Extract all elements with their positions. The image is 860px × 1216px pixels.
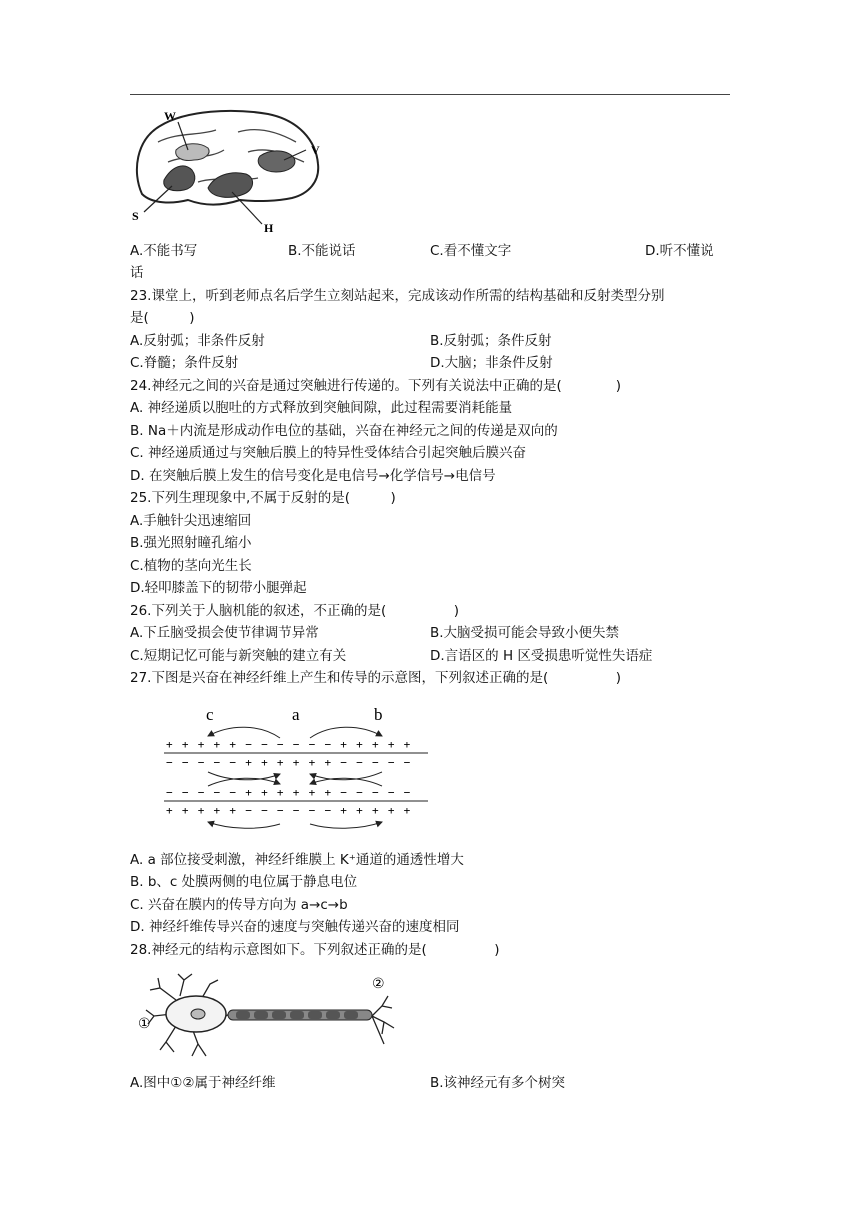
q27-option-d: D. 神经纤维传导兴奋的速度与突触传递兴奋的速度相同 — [130, 919, 460, 935]
q26-option-c: C.短期记忆可能与新突触的建立有关 — [130, 648, 347, 664]
q23-stem-line1: 23.课堂上，听到老师点名后学生立刻站起来，完成该动作所需的结构基础和反射类型分别 — [130, 288, 665, 304]
q24-option-a: A. 神经递质以胞吐的方式释放到突触间隙，此过程需要消耗能量 — [130, 400, 513, 416]
q25-stem: 25.下列生理现象中,不属于反射的是( ) — [130, 490, 396, 506]
q22-option-b: B.不能说话 — [288, 243, 356, 259]
label-v: V — [311, 143, 320, 157]
q26-option-a: A.下丘脑受损会使节律调节异常 — [130, 625, 319, 641]
q27-stem: 27.下图是兴奋在神经纤维上产生和传导的示意图，下列叙述正确的是( ) — [130, 670, 622, 686]
membrane-row-4: + + + + + − − − − − − + + + + + — [166, 804, 412, 817]
membrane-row-3: − − − − − + + + + + + − − − − − — [166, 786, 412, 799]
q25-option-d: D.轻叩膝盖下的韧带小腿弹起 — [130, 580, 307, 596]
neuron-figure — [136, 970, 406, 1065]
q27-option-c: C. 兴奋在膜内的传导方向为 a→c→b — [130, 897, 348, 913]
membrane-row-2: − − − − − + + + + + + − − − − − — [166, 756, 412, 769]
q28-option-a: A.图中①②属于神经纤维 — [130, 1075, 276, 1091]
q23-option-d: D.大脑；非条件反射 — [430, 355, 553, 371]
nerve-fiber-figure — [160, 700, 435, 832]
fig-label-a: a — [292, 705, 300, 724]
q23-option-c: C.脊髓；条件反射 — [130, 355, 239, 371]
neuron-label-1: ① — [138, 1016, 151, 1032]
q25-option-b: B.强光照射瞳孔缩小 — [130, 535, 252, 551]
label-w: W — [164, 109, 176, 123]
q26-option-d: D.言语区的 H 区受损患听觉性失语症 — [430, 648, 653, 664]
q22-option-d: D.听不懂说 — [645, 243, 714, 259]
label-s: S — [132, 209, 139, 223]
q22-option-c: C.看不懂文字 — [430, 243, 512, 259]
q24-option-b: B. Na＋内流是形成动作电位的基础，兴奋在神经元之间的传递是双向的 — [130, 423, 558, 439]
q24-option-c: C. 神经递质通过与突触后膜上的特异性受体结合引起突触后膜兴奋 — [130, 445, 527, 461]
q22-option-d-cont: 话 — [130, 265, 144, 281]
neuron-label-2: ② — [372, 976, 385, 992]
q26-option-b: B.大脑受损可能会导致小便失禁 — [430, 625, 620, 641]
q28-option-b: B.该神经元有多个树突 — [430, 1075, 566, 1091]
q27-option-a: A. a 部位接受刺激，神经纤维膜上 K⁺通道的通透性增大 — [130, 852, 464, 868]
q24-option-d: D. 在突触后膜上发生的信号变化是电信号→化学信号→电信号 — [130, 468, 496, 484]
q23-option-a: A.反射弧；非条件反射 — [130, 333, 265, 349]
membrane-row-1: + + + + + − − − − − − + + + + + — [166, 738, 412, 751]
q25-option-a: A.手触针尖迅速缩回 — [130, 513, 252, 529]
brain-figure — [128, 102, 328, 237]
q26-stem: 26.下列关于人脑机能的叙述，不正确的是( ) — [130, 603, 460, 619]
q23-option-b: B.反射弧；条件反射 — [430, 333, 552, 349]
q27-option-b: B. b、c 处膜两侧的电位属于静息电位 — [130, 874, 358, 890]
fig-label-c: c — [206, 705, 214, 724]
q23-stem-line2: 是( ) — [130, 310, 195, 326]
q25-option-c: C.植物的茎向光生长 — [130, 558, 252, 574]
q24-stem: 24.神经元之间的兴奋是通过突触进行传递的。下列有关说法中正确的是( ) — [130, 378, 622, 394]
fig-label-b: b — [374, 705, 383, 724]
q22-option-a: A.不能书写 — [130, 243, 198, 259]
header-rule — [130, 94, 730, 95]
q28-stem: 28.神经元的结构示意图如下。下列叙述正确的是( ) — [130, 942, 500, 958]
label-h: H — [264, 221, 274, 235]
